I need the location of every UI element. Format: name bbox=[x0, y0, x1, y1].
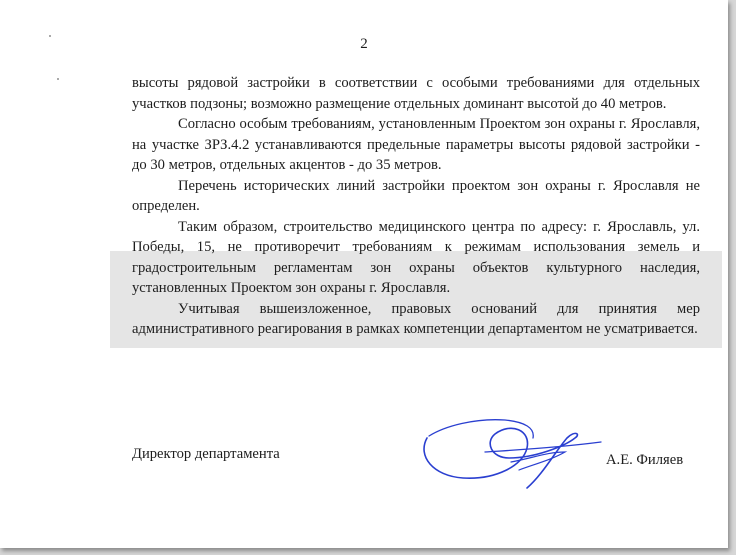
paragraph-height-limits: Согласно особым требованиям, установленным Проектом зон охраны г. Ярославля, на участке ЗРЗ.4.2 устанавливаются предельные параметры высоты рядовой застройки - до 30 метров, отдельных акцентов - до 35 метров. bbox=[132, 116, 700, 173]
signer-position: Директор департамента bbox=[132, 446, 280, 462]
paragraph-conclusion: Таким образом, строительство медицинского центра по адресу: г. Ярославль, ул. Победы, 15, не противоречит требованиям к режимам использования земель и градостроительным регламентам зон охраны объектов культурного наследия, установленных Проектом зон охраны г. Ярославля. bbox=[132, 218, 700, 296]
paragraph-no-grounds: Учитывая вышеизложенное, правовых оснований для принятия мер административного реагирования в рамках компетенции департаментом не усматривается. bbox=[132, 300, 700, 337]
handwritten-signature bbox=[415, 408, 605, 493]
paragraph-continuation: высоты рядовой застройки в соответствии с особыми требованиями для отдельных участков подзоны; возможно размещение отдельных доминант высотой до 40 метров. bbox=[132, 75, 700, 112]
page-number: 2 bbox=[360, 36, 368, 52]
signer-name: А.Е. Филяев bbox=[606, 452, 684, 468]
paragraph-historic-lines: Перечень исторических линий застройки проектом зон охраны г. Ярославля не определен. bbox=[132, 177, 700, 214]
letter-body bbox=[132, 73, 700, 340]
